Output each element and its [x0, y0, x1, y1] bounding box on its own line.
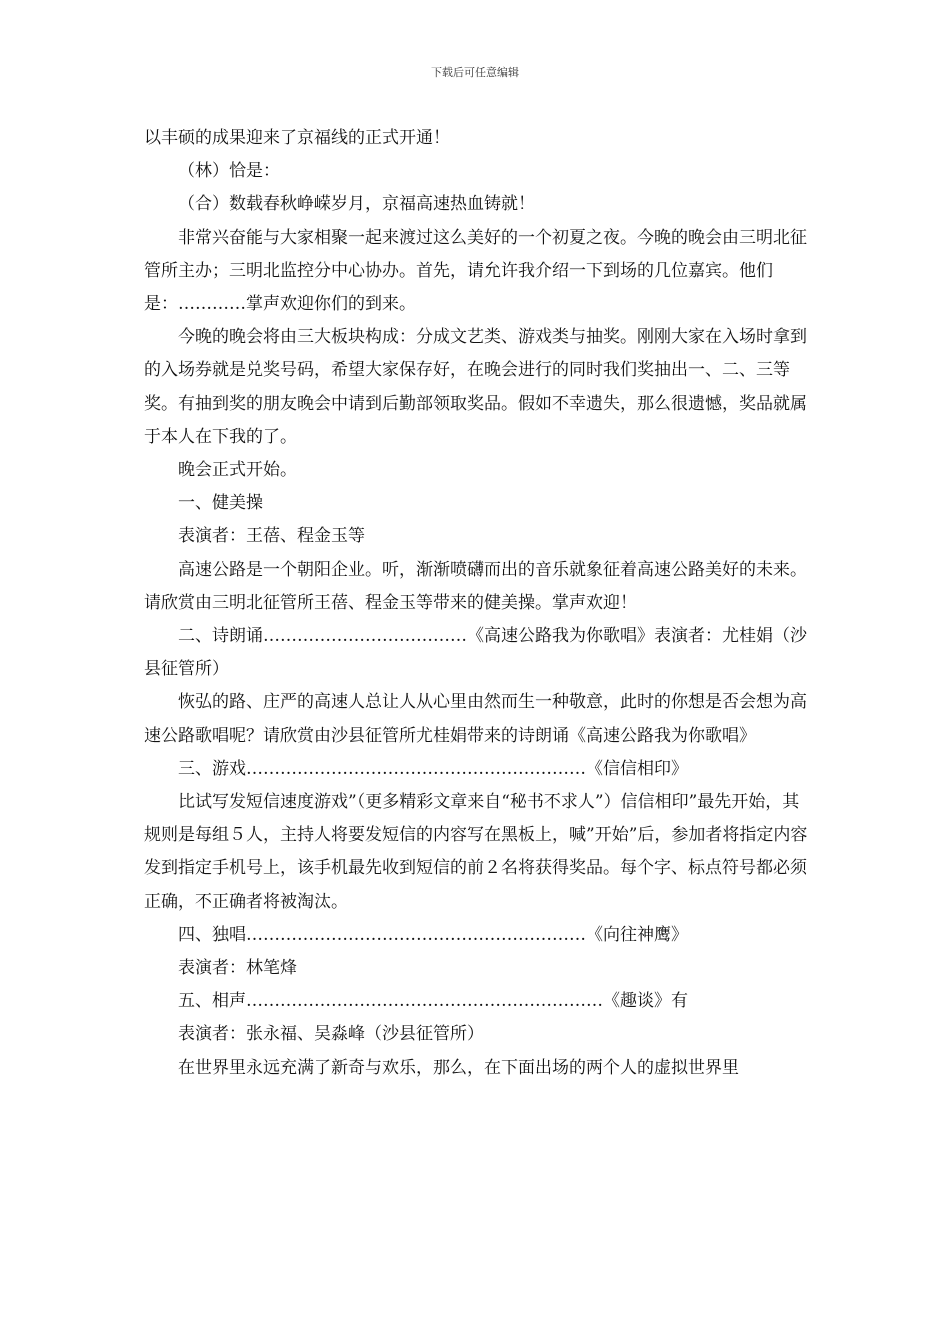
paragraph: 今晚的晚会将由三大板块构成：分成文艺类、游戏类与抽奖。刚刚大家在入场时拿到的入场券就是兑奖号码，希望大家保存好，在晚会进行的同时我们奖抽出一、二、三等奖。有抽到奖的朋友晚会中请到后勤部领取奖品。假如不幸遗失，那么很遗憾，奖品就属于本人在下我的了。 [144, 327, 807, 447]
paragraph: 恢弘的路、庄严的高速人总让人从心里由然而生一种敬意，此时的你想是否会想为高速公路歌唱呢？请欣赏由沙县征管所尤桂娟带来的诗朗诵《高速公路我为你歌唱》 [144, 692, 807, 746]
performer-line: 表演者：张永福、吴淼峰（沙县征管所） [178, 1024, 484, 1045]
paragraph: （林）恰是： [178, 161, 280, 182]
section-heading: 五、相声………………………………………………………《趣谈》有 [178, 991, 688, 1012]
paragraph: 比试写发短信速度游戏”（更多精彩文章来自“秘书不求人”）信信相印”最先开始，其规则是每组５人，主持人将要发短信的内容写在黑板上，喊”开始”后，参加者将指定内容发到指定手机号上，该手机最先收到短信的前２名将获得奖品。每个字、标点符号都必须正确，不正确者将被淘汰。 [144, 792, 808, 912]
paragraph: 非常兴奋能与大家相聚一起来渡过这么美好的一个初夏之夜。今晚的晚会由三明北征管所主办；三明北监控分中心协办。首先，请允许我介绍一下到场的几位嘉宾。他们是：…………掌声欢迎你们的到来。 [144, 227, 807, 315]
performer-line: 表演者：王蓓、程金玉等 [178, 526, 365, 547]
paragraph: （合）数载春秋峥嵘岁月，京福高速热血铸就！ [178, 194, 535, 215]
paragraph: 高速公路是一个朝阳企业。听，渐渐喷礴而出的音乐就象征着高速公路美好的未来。请欣赏由三明北征管所王蓓、程金玉等带来的健美操。掌声欢迎！ [144, 559, 807, 613]
section-heading: 三、游戏……………………………………………………《信信相印》 [178, 758, 688, 779]
performer-line: 表演者：林笔烽 [178, 958, 297, 979]
document-body [144, 122, 808, 1085]
section-heading: 四、独唱……………………………………………………《向往神鹰》 [178, 924, 688, 945]
paragraph: 晚会正式开始。 [178, 460, 297, 481]
paragraph: 以丰硕的成果迎来了京福线的正式开通！ [144, 128, 450, 148]
section-heading: 一、健美操 [178, 493, 263, 514]
paragraph: 在世界里永远充满了新奇与欢乐，那么，在下面出场的两个人的虚拟世界里 [178, 1057, 739, 1078]
page-header-note: 下载后可任意编辑 [431, 66, 519, 79]
section-heading: 二、诗朗诵………………………………《高速公路我为你歌唱》表演者：尤桂娟（沙县征管所） [144, 626, 807, 680]
